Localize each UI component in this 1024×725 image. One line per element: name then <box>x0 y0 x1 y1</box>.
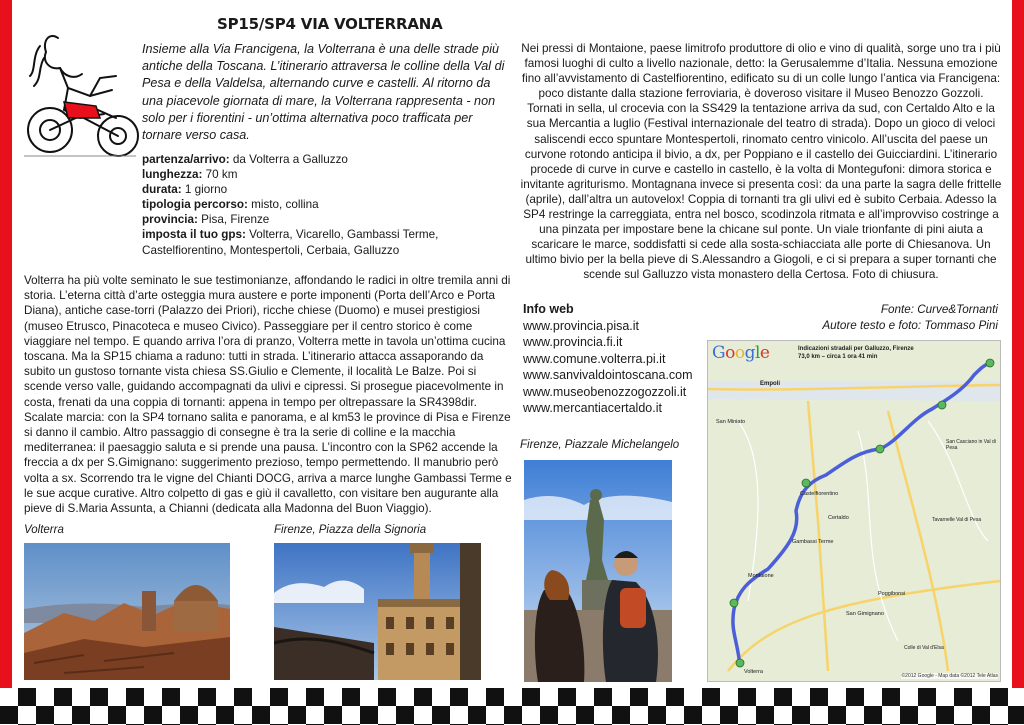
info-web-link[interactable]: www.provincia.pisa.it <box>523 319 640 333</box>
photo-volterra <box>24 543 230 680</box>
map-label: San Gimignano <box>846 611 884 617</box>
map-label: Colle di Val d'Elsa <box>904 645 944 651</box>
map-label: Tavarnelle Val di Pesa <box>932 517 982 523</box>
map-label: Montaione <box>748 573 774 579</box>
map-destination: Indicazioni stradali per Galluzzo, Firenze <box>798 346 914 352</box>
fact-row <box>142 197 510 212</box>
fact-value: Pisa, Firenze <box>197 213 270 227</box>
fact-label: durata: <box>142 183 182 197</box>
info-web-link[interactable]: www.provincia.fi.it <box>523 335 623 350</box>
fact-value: 70 km <box>202 168 238 182</box>
info-web-link[interactable]: www.comune.volterra.pi.it <box>523 351 666 366</box>
fact-label: lunghezza: <box>142 168 203 182</box>
fact-label: tipologia percorso: <box>142 198 248 212</box>
google-logo: Google <box>712 343 770 363</box>
fact-label: imposta il tuo gps: <box>142 228 246 242</box>
source-credit: Fonte: Curve&Tornanti <box>880 303 998 316</box>
fact-label: provincia: <box>142 213 198 227</box>
route-facts <box>142 152 510 258</box>
caption-michelangelo: Firenze, Piazzale Michelangelo <box>520 439 680 451</box>
article-body-left: Volterra ha più volte seminato le sue testimonianze, affondando le radici in oltre tremila anni di storia. L’eterna città d’arte osteggia mura austere e porte imponenti (Porta dell’Arco e Porta Diana), antiche case-torri (Palazzo dei Priori), ricche chiese (Duomo) e musei prestigiosi (museo Etrusco, Pinacoteca e museo Civico). Passeggiare per il centro storico è come viaggiare nel tempo. E quando arriva l’ora di pranzo, Volterra mette in tavola un’ottima cucina toscana. Ma la SP15 chiama a raduno: tutti in strada. L’itinerario attacca assaporando da subito un gustoso tornante vista chiesa SS.Giulio e Clemente, il località Le Balze. Poi si scende verso valle, guidando accompagnati da ulivi e cipressi. Si prosegue piacevolmente in costa, frenati da una coppia di tornanti: appena in tempo per oltrepassare la SR4398dir. Scalate marcia: con la SP4 tornano salita e panorama, e al km53 le province di Pisa e Firenze si danno il cambio. Altro passaggio di consegne è tra la serie di colline e la macchia mediterranea: il paesaggio saluta e si prende una pausa. L’incontro con la SP62 accende la freccia a dx per S.Gimignano: suggerimento prezioso, tempo permettendo. Il manubrio però volta a sx. Scorrendo tra le vigne del Chianti DOCG, arriva a marce lunghe Gambassi Terme e le sue acque curative. Altro colpetto di gas e giù il cavalletto, con visitare ben augurante alla pieve di S.Maria Assunta, a Chianni (dedicata alla Madonna del Buon Viaggio). <box>24 274 512 516</box>
article-title: SP15/SP4 VIA VOLTERRANA <box>217 15 443 33</box>
map-label: Empoli <box>760 381 781 387</box>
fact-row <box>142 152 510 167</box>
fact-value: 1 giorno <box>181 183 228 197</box>
checkered-flag-border <box>0 688 1024 725</box>
map-directions-header <box>798 345 914 361</box>
info-web-title: Info web <box>523 302 574 316</box>
article-body-right: Nei pressi di Montaione, paese limitrofo produttore di olio e vino di qualità, sorge uno tra i più famosi luoghi di culto a livello nazionale, detto: la Gerusalemme d’Italia. Nessuna emozione fino all’avvistamento di Castelfiorentino, edificato su di un colle lungo l’antica via Francigena: poco distante dalla stazione ferroviaria, è doveroso visitare il Museo Benozzo Gozzoli. Tornati in sella, ul crocevia con la SS429 la tentazione arriva da sud, con Certaldo Alto e la sua Mercantia a luglio (Festival internazionale del teatro di strada). Dopo un gioco di veloci saliscendi ecco spuntare Montespertoli, rinomato centro vinicolo. All’uscita del paese un curvone rotondo anticipa il bivio, a dx, per Poppiano e il castello dei Guicciardini. L’itinerario procede di curve in curve e castello in castello, è la volta di Montegufoni: dimora storica e invitante agriturismo. Montagnana invece si presenta così: da una parte la sagra delle frittelle (aprile), dall’altra un autovelox! Coppia di tornanti tra gli ulivi ed è subito Cerbaia. Adesso la SP4 restringe la carreggiata, entra nel bosco, scodinzola ritmata e all’improvviso costringe a una pinzata per impostare bene la chicane sul ponte. Un viale trionfante di pini aiuta a scaricare le marce, soddisfatti si cede alla sosta-schiacciata alle porte di Chiesanova. Un ultimo bivio per la bella pieve di S.Alessandro a Giogoli, e ci si prepara a super tornanti che scende sul Galluzzo vista monastero della Certosa. Foto di chiusura. <box>520 42 1002 282</box>
credits <box>778 302 998 333</box>
map-label: Poggibonsi <box>878 591 906 597</box>
magazine-page <box>12 0 1012 690</box>
fact-value: da Volterra a Galluzzo <box>229 153 348 166</box>
fact-value: Volterra, Vicarello, Gambassi Terme, Castelfiorentino, Montespertoli, Cerbaia, Galluzzo <box>142 228 439 257</box>
map-label: San Miniato <box>716 419 746 425</box>
caption-volterra: Volterra <box>24 524 64 536</box>
info-web-link[interactable]: www.sanvivaldointoscana.com <box>523 368 693 383</box>
caption-signoria: Firenze, Piazza della Signoria <box>274 524 427 536</box>
fact-label: partenza/arrivo: <box>142 153 230 166</box>
map-label: Certaldo <box>828 515 849 521</box>
photo-piazzale-michelangelo <box>524 460 672 682</box>
info-web-links <box>523 318 693 416</box>
map-copyright: ©2012 Google - Map data ©2012 Tele Atlas <box>901 673 998 679</box>
map-label: Gambassi Terme <box>792 539 834 545</box>
info-web-link[interactable]: www.museobenozzogozzoli.it <box>523 384 687 399</box>
info-web-link[interactable]: www.mercantiacertaldo.it <box>523 401 662 416</box>
article-intro: Insieme alla Via Francigena, la Volterrana è una delle strade più antiche della Toscana. L’itinerario attraversa le colline della Val di Pesa e della Valdelsa, alternando curve e castelli. Al ritorno da una piacevole giornata di mare, la Volterrana rappresenta - non solo per i fiorentini - un’ottima alternativa poco trafficata per tornare verso casa. <box>142 42 505 143</box>
fact-row <box>142 212 510 227</box>
fact-row <box>142 167 510 182</box>
map-label: Castelfiorentino <box>800 491 839 497</box>
fact-row <box>142 182 510 197</box>
fact-value: misto, collina <box>247 198 319 212</box>
photo-piazza-signoria <box>274 543 481 680</box>
map-distance-time: 73,0 km – circa 1 ora 41 min <box>798 354 878 360</box>
author-credit: Autore testo e foto: Tommaso Pini <box>822 318 998 332</box>
route-map[interactable] <box>707 340 1001 682</box>
map-label: San Casciano in Val di Pesa <box>946 439 996 451</box>
map-label: Volterra <box>744 669 763 675</box>
fact-row <box>142 227 510 257</box>
motorcycle-rider-illustration <box>20 18 140 163</box>
